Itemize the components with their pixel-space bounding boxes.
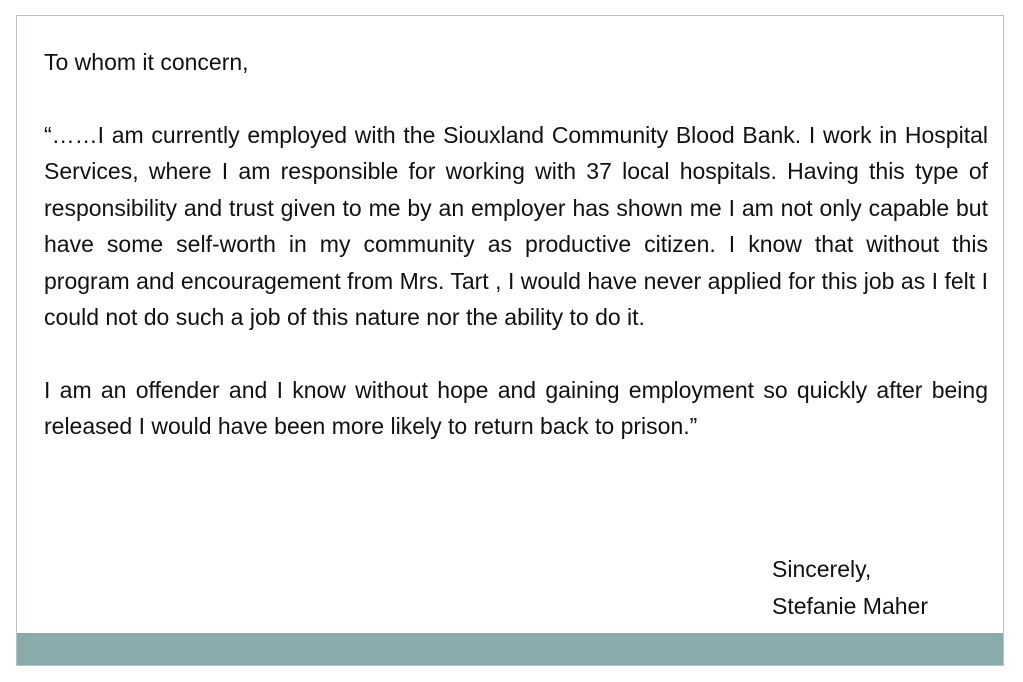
paragraph-offender: I am an offender and I know without hope and gaining employment so quickly after being released I would have been more likely to return back to prison.” <box>44 376 988 439</box>
footer-band <box>17 633 1003 665</box>
slide-frame <box>16 15 1004 666</box>
signature-name: Stefanie Maher <box>772 592 928 619</box>
letter-body <box>44 44 988 445</box>
closing-line: Sincerely, <box>772 556 872 582</box>
paragraph-employment: “……I am currently employed with the Siouxland Community Blood Bank. I work in Hospital Services, where I am responsible for working with 37 local hospitals. Having this type of responsibility and trust given to me by an employer has shown me I am not only capable but have some self-worth in my community as productive citizen. I know that without this program and encouragement from Mrs. Tart , I would have never applied for this job as I felt I could not do such a job of this nature nor the ability to do it. <box>44 121 988 330</box>
closing-block <box>772 551 928 624</box>
salutation: To whom it concern, <box>44 49 249 75</box>
